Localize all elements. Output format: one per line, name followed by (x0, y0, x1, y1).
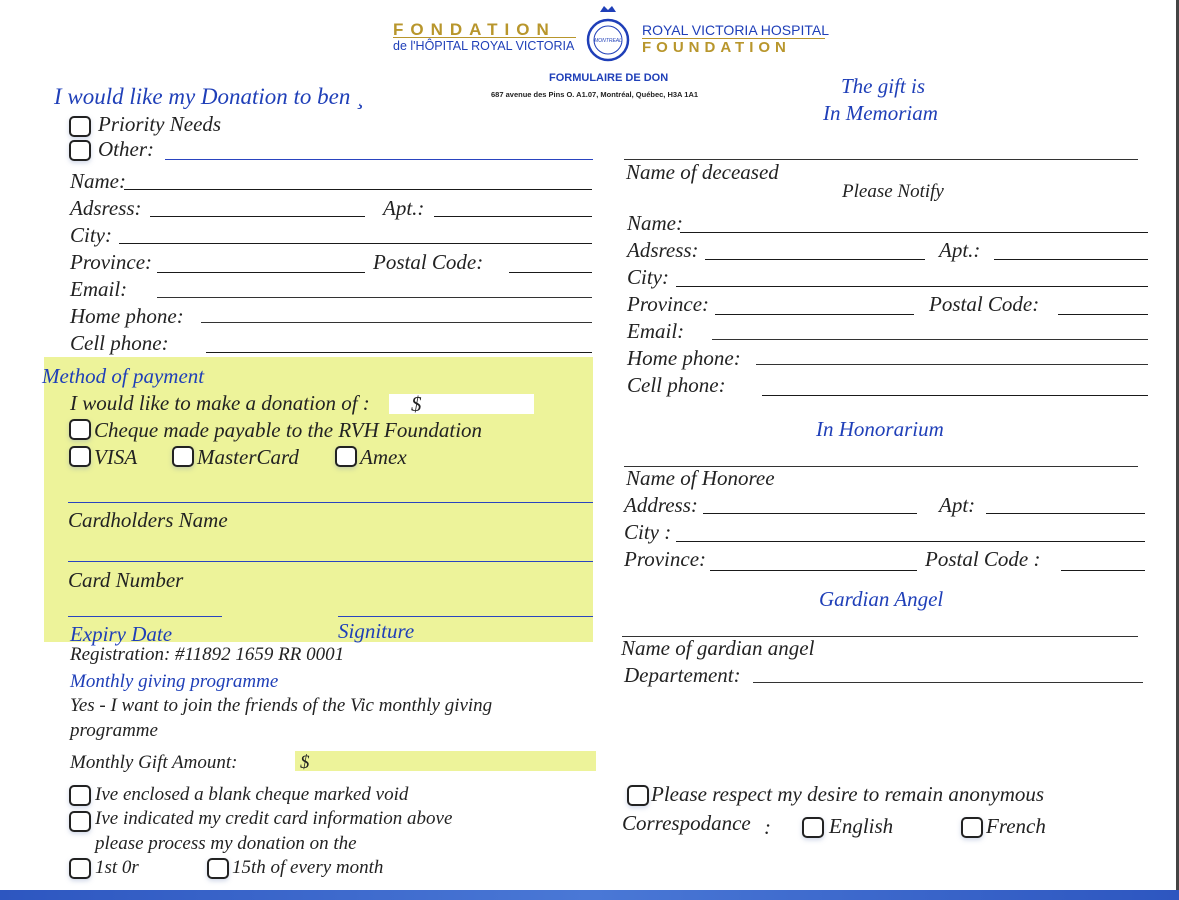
province-field[interactable] (157, 272, 365, 273)
address-field[interactable] (150, 216, 365, 217)
expiry-date-label: Expiry Date (70, 622, 173, 646)
home-phone-label: Home phone: (70, 304, 184, 328)
amex-label: Amex (360, 445, 407, 469)
anonymous-label: Please respect my desire to remain anonymous (651, 782, 1045, 806)
foundation-en-subtitle: FOUNDATION (642, 39, 791, 56)
french-label: French (986, 814, 1046, 838)
credit-card-checkbox[interactable] (69, 811, 91, 832)
anonymous-checkbox[interactable] (627, 785, 649, 806)
city-label: City: (70, 223, 112, 247)
form-address: 687 avenue des Pins O. A1.07, Montréal, Québec, H3A 1A1 (491, 90, 699, 99)
bottom-bar (0, 890, 1179, 900)
postal-code-label: Postal Code: (373, 250, 484, 274)
notify-cell-phone-label: Cell phone: (627, 373, 726, 397)
cheque-label: Cheque made payable to the RVH Foundation (94, 418, 483, 442)
deceased-name-label: Name of deceased (626, 160, 779, 184)
notify-postal-label: Postal Code: (929, 292, 1040, 316)
notify-home-phone-label: Home phone: (627, 346, 741, 370)
visa-checkbox[interactable] (69, 446, 91, 467)
hospital-seal-logo (586, 4, 630, 66)
postal-code-field[interactable] (509, 272, 592, 273)
notify-address-field[interactable] (705, 259, 925, 260)
please-notify-label: Please Notify (842, 181, 944, 202)
cell-phone-label: Cell phone: (70, 331, 169, 355)
cell-phone-field[interactable] (206, 352, 592, 353)
seal-text: MONTREAL (594, 38, 622, 44)
cardholder-name-label: Cardholders Name (68, 508, 228, 532)
name-label: Name: (70, 169, 126, 193)
notify-apt-field[interactable] (994, 259, 1148, 260)
fifteenth-label: 15th of every month (232, 857, 384, 878)
notify-postal-field[interactable] (1058, 314, 1148, 315)
address-label: Adsress: (70, 196, 142, 220)
honorarium-heading: In Honorarium (816, 417, 944, 441)
home-phone-field[interactable] (201, 322, 592, 323)
foundation-en-title: ROYAL VICTORIA HOSPITAL (642, 22, 829, 38)
english-label: English (829, 814, 894, 838)
notify-apt-label: Apt.: (939, 238, 981, 262)
honoree-province-field[interactable] (710, 570, 917, 571)
expiry-date-field[interactable] (68, 616, 222, 617)
gift-is-heading: The gift is (841, 74, 926, 98)
fifteenth-checkbox[interactable] (207, 858, 229, 879)
void-cheque-label: Ive enclosed a blank cheque marked void (95, 784, 409, 805)
gardian-angel-heading: Gardian Angel (819, 587, 944, 611)
monthly-heading: Monthly giving programme (70, 671, 279, 692)
other-field[interactable] (165, 159, 593, 160)
department-field[interactable] (753, 682, 1143, 683)
monthly-yes-line2: programme (70, 720, 158, 741)
cheque-checkbox[interactable] (69, 419, 91, 440)
notify-province-field[interactable] (715, 314, 914, 315)
department-label: Departement: (624, 663, 741, 687)
honoree-address-label: Address: (624, 493, 698, 517)
city-field[interactable] (119, 243, 592, 244)
notify-city-label: City: (627, 265, 669, 289)
header-rule-left (393, 37, 576, 38)
void-cheque-checkbox[interactable] (69, 785, 91, 806)
province-label: Province: (70, 250, 153, 274)
honoree-city-label: City : (624, 520, 672, 544)
mastercard-label: MasterCard (197, 445, 299, 469)
honoree-address-field[interactable] (703, 513, 917, 514)
email-field[interactable] (157, 297, 592, 298)
name-field[interactable] (124, 189, 592, 190)
memoriam-heading: In Memoriam (823, 101, 938, 125)
amex-checkbox[interactable] (335, 446, 357, 467)
honoree-apt-label: Apt: (939, 493, 976, 517)
card-number-field[interactable] (68, 561, 593, 562)
notify-email-field[interactable] (712, 339, 1148, 340)
notify-name-field[interactable] (680, 232, 1148, 233)
mastercard-checkbox[interactable] (172, 446, 194, 467)
visa-label: VISA (94, 445, 138, 469)
monthly-yes-line1: Yes - I want to join the friends of the Vic monthly giving (70, 695, 493, 716)
signature-field[interactable] (338, 616, 593, 617)
first-of-month-label: 1st 0r (95, 857, 139, 878)
first-of-month-checkbox[interactable] (69, 858, 91, 879)
foundation-fr-subtitle: de l'HÔPITAL ROYAL VICTORIA (393, 39, 575, 53)
registration-number: Registration: #11892 1659 RR 0001 (70, 644, 345, 665)
honoree-postal-field[interactable] (1061, 570, 1145, 571)
correspondence-label: Correspodance (622, 811, 751, 835)
form-title: FORMULAIRE DE DON (549, 72, 669, 84)
donation-amount-label: I would like to make a donation of : (70, 391, 370, 415)
english-checkbox[interactable] (802, 817, 824, 838)
notify-email-label: Email: (627, 319, 685, 343)
honoree-province-label: Province: (624, 547, 707, 571)
gardian-name-label: Name of gardian angel (621, 636, 815, 660)
correspondence-colon: : (764, 815, 771, 839)
notify-home-phone-field[interactable] (756, 364, 1148, 365)
cardholder-name-field[interactable] (68, 502, 593, 503)
apt-field[interactable] (434, 216, 592, 217)
french-checkbox[interactable] (961, 817, 983, 838)
notify-name-label: Name: (627, 211, 683, 235)
credit-card-label-line1: Ive indicated my credit card information above (95, 808, 453, 829)
credit-card-label-line2: please process my donation on the (95, 833, 357, 854)
email-label: Email: (70, 277, 128, 301)
signature-label: Signiture (338, 619, 415, 643)
payment-heading: Method of payment (42, 364, 205, 388)
honoree-postal-label: Postal Code : (925, 547, 1041, 571)
honoree-city-field[interactable] (676, 541, 1145, 542)
other-checkbox[interactable] (69, 140, 91, 161)
priority-needs-checkbox[interactable] (69, 116, 91, 137)
monthly-gift-field[interactable] (295, 751, 596, 771)
apt-label: Apt.: (383, 196, 425, 220)
notify-cell-phone-field[interactable] (762, 395, 1148, 396)
card-number-label: Card Number (68, 568, 184, 592)
monthly-dollar-sign: $ (300, 752, 310, 773)
other-label: Other: (98, 137, 154, 161)
honoree-name-label: Name of Honoree (626, 466, 775, 490)
monthly-gift-label: Monthly Gift Amount: (70, 752, 238, 773)
priority-needs-label: Priority Needs (98, 112, 222, 136)
notify-city-field[interactable] (676, 286, 1148, 287)
honoree-apt-field[interactable] (986, 513, 1145, 514)
donation-dollar-sign: $ (411, 392, 422, 416)
notify-province-label: Province: (627, 292, 710, 316)
foundation-fr-title: FONDATION (393, 20, 556, 39)
benefit-heading: I would like my Donation to ben ¸ (54, 84, 364, 109)
notify-address-label: Adsress: (627, 238, 699, 262)
